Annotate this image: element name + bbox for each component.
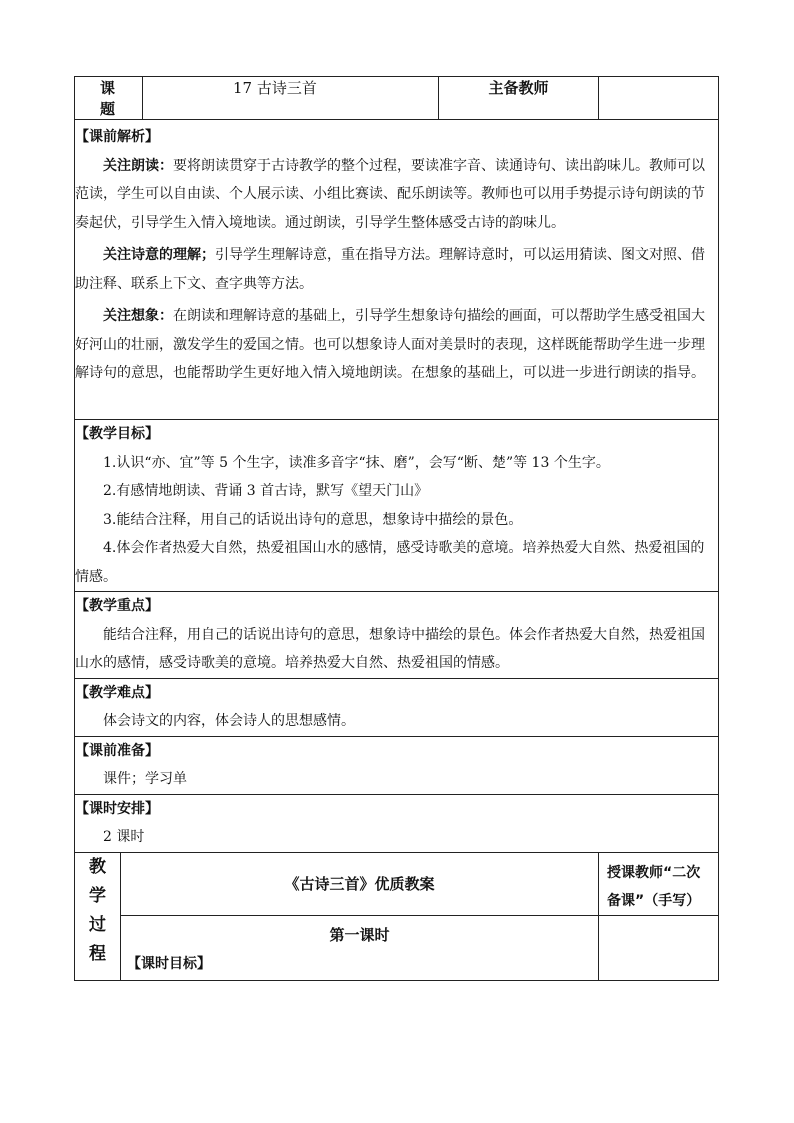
difficulties-section [75, 678, 719, 736]
analysis-p1-lead: 关注朗读： [103, 157, 173, 174]
teacher-label: 主备教师 [439, 77, 599, 120]
goal-item-4: 4.体会作者热爱大自然，热爱祖国山水的感情，感受诗歌美的意境。培养热爱大自然、热爱祖国的情感。 [75, 540, 705, 585]
goals-row [75, 420, 719, 592]
analysis-paragraph-3 [75, 302, 718, 388]
difficulties-text: 体会诗文的内容，体会诗人的思想感情。 [103, 713, 355, 729]
goals-section [75, 420, 719, 592]
preparation-section [75, 736, 719, 794]
schedule-title: 【课时安排】 [75, 800, 159, 817]
analysis-paragraph-2 [75, 241, 718, 298]
process-label-char-1: 教 [89, 856, 106, 877]
process-row-2 [75, 915, 719, 980]
teacher-value [599, 77, 719, 120]
goal-item-2: 2.有感情地朗读、背诵 3 首古诗，默写《望天门山》 [103, 483, 429, 499]
difficulties-title: 【教学难点】 [75, 684, 159, 701]
analysis-row [75, 120, 719, 420]
lesson-subtitle: 【课时目标】 [127, 955, 211, 972]
schedule-text: 2 课时 [103, 829, 145, 845]
process-label-char-2: 学 [89, 885, 106, 906]
topic-label: 课 题 [75, 77, 143, 120]
process-label-char-4: 程 [89, 943, 106, 964]
process-label [75, 852, 121, 980]
preparation-title: 【课前准备】 [75, 742, 159, 759]
analysis-p3-text: 在朗读和理解诗意的基础上，引导学生想象诗句描绘的画面，可以帮助学生感受祖国大好河山的壮丽，激发学生的爱国之情。也可以想象诗人面对美景时的表现，这样既能帮助学生进一步理解诗句的意思，也能帮助学生更好地入情入境地朗读。在想象的基础上，可以进一步进行朗读的指导。 [75, 308, 705, 381]
lesson-plan-page [74, 76, 718, 981]
process-label-char-3: 过 [89, 914, 106, 935]
preparation-row [75, 736, 719, 794]
analysis-paragraph-1 [75, 152, 718, 238]
header-row [75, 77, 719, 120]
goals-title: 【教学目标】 [75, 426, 159, 442]
analysis-title: 【课前解析】 [75, 129, 159, 145]
analysis-p3-lead: 关注想象： [103, 308, 173, 324]
preparation-text: 课件；学习单 [103, 771, 187, 787]
second-prep-header: 授课教师“二次备课”（手写） [599, 852, 719, 915]
key-points-section [75, 592, 719, 679]
schedule-row [75, 794, 719, 852]
analysis-section [75, 120, 719, 420]
key-points-row [75, 592, 719, 679]
second-prep-blank [599, 915, 719, 980]
difficulties-row [75, 678, 719, 736]
key-points-title: 【教学重点】 [75, 598, 159, 614]
goal-item-3: 3.能结合注释，用自己的话说出诗句的意思，想象诗中描绘的景色。 [103, 511, 523, 528]
topic-value: 17 古诗三首 [143, 77, 439, 120]
lesson-plan-table [74, 76, 719, 981]
key-points-text: 能结合注释，用自己的话说出诗句的意思，想象诗中描绘的景色。体会作者热爱大自然，热爱祖国山水的感情，感受诗歌美的意境。培养热爱大自然、热爱祖国的情感。 [75, 626, 705, 671]
lesson-title: 第一课时 [329, 925, 390, 944]
plan-title: 《古诗三首》优质教案 [121, 852, 599, 915]
analysis-p1-text: 要将朗读贯穿于古诗教学的整个过程，要读准字音、读通诗句、读出韵味儿。教师可以范读，学生可以自由读、个人展示读、小组比赛读、配乐朗读等。教师也可以用手势提示诗句朗读的节奏起伏，引导学生入情入境地读。通过朗读，引导学生整体感受古诗的韵味儿。 [75, 157, 705, 231]
analysis-p2-lead: 关注诗意的理解； [103, 247, 215, 263]
lesson-cell [121, 915, 599, 980]
analysis-p2-text: 引导学生理解诗意，重在指导方法。理解诗意时，可以运用猜读、图文对照、借助注释、联系上下文、查字典等方法。 [75, 247, 705, 292]
goal-item-1: 1.认识“亦、宜”等 5 个生字，读准多音字“抹、磨”，会写“断、楚”等 13 个生字。 [103, 454, 610, 471]
process-row-1 [75, 852, 719, 915]
schedule-section [75, 794, 719, 852]
